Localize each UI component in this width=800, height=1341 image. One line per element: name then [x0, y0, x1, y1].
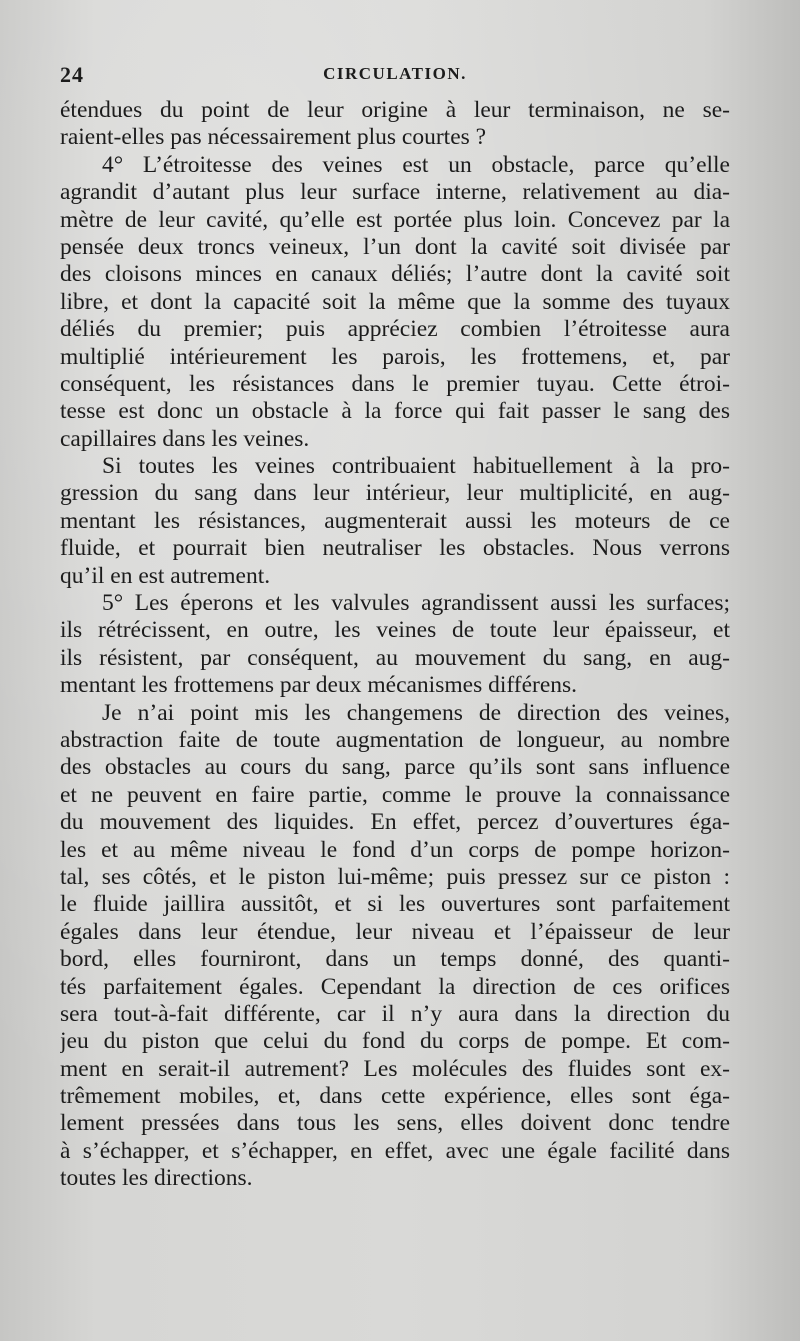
text-line: agrandit d’autant plus leur surface interne, relativement au dia- [60, 179, 730, 206]
text-line: tesse est donc un obstacle à la force qui fait passer le sang des [60, 398, 730, 425]
text-line: à s’échapper, et s’échapper, en effet, avec une égale facilité dans [60, 1137, 730, 1164]
text-line: gression du sang dans leur intérieur, leur multiplicité, en aug- [60, 480, 730, 507]
running-title: CIRCULATION. [323, 64, 467, 83]
text-line: Je n’ai point mis les changemens de direction des veines, [102, 699, 730, 726]
text-line: des cloisons minces en canaux déliés; l’autre dont la cavité soit [60, 261, 730, 288]
text-line: capillaires dans les veines. [60, 425, 310, 452]
text-line: jeu du piston que celui du fond du corps de pompe. Et com- [60, 1028, 730, 1055]
text-line: libre, et dont la capacité soit la même que la somme des tuyaux [60, 288, 730, 315]
text-line: ils résistent, par conséquent, au mouvement du sang, en aug- [60, 644, 730, 671]
page-header [60, 62, 730, 92]
text-line: et ne peuvent en faire partie, comme le prouve la connaissance [60, 781, 730, 808]
text-line: trêmement mobiles, et, dans cette expérience, elles sont éga- [60, 1083, 730, 1110]
text-line: du mouvement des liquides. En effet, percez d’ouvertures éga- [60, 809, 730, 836]
text-line: tés parfaitement égales. Cependant la direction de ces orifices [60, 973, 730, 1000]
text-line: pensée deux troncs veineux, l’un dont la cavité soit divisée par [60, 233, 730, 260]
text-line: ils rétrécissent, en outre, les veines de toute leur épaisseur, et [60, 617, 730, 644]
text-line: fluide, et pourrait bien neutraliser les obstacles. Nous verrons [60, 535, 730, 562]
text-line: toutes les directions. [60, 1165, 253, 1192]
page-number: 24 [60, 62, 84, 87]
text-line: déliés du premier; puis appréciez combien l’étroitesse aura [60, 316, 730, 343]
text-line: ment en serait-il autrement? Les molécules des fluides sont ex- [60, 1055, 730, 1082]
text-line: 5° Les éperons et les valvules agrandissent aussi les surfaces; [102, 590, 730, 617]
text-line: multiplié intérieurement les parois, les frottemens, et, par [60, 343, 730, 370]
text-line: sera tout-à-fait différente, car il n’y aura dans la direction du [60, 1000, 730, 1027]
text-line: égales dans leur étendue, leur niveau et l’épaisseur de leur [60, 918, 730, 945]
text-line: Si toutes les veines contribuaient habituellement à la pro- [102, 453, 730, 480]
text-line: qu’il en est autrement. [60, 562, 271, 589]
text-line: raient-elles pas nécessairement plus courtes ? [60, 124, 487, 151]
text-line: étendues du point de leur origine à leur terminaison, ne se- [60, 97, 730, 123]
text-line: tal, ses côtés, et le piston lui-même; puis pressez sur ce piston : [60, 863, 730, 890]
text-line: abstraction faite de toute augmentation de longueur, au nombre [60, 726, 730, 753]
text-line: mètre de leur cavité, qu’elle est portée plus loin. Concevez par la [60, 206, 730, 233]
text-line: des obstacles au cours du sang, parce qu’ils sont sans influence [60, 754, 730, 781]
text-line: les et au même niveau le fond d’un corps de pompe horizon- [60, 836, 730, 863]
body-text [60, 97, 730, 1193]
text-line: conséquent, les résistances dans le premier tuyau. Cette étroi- [60, 370, 730, 397]
text-line: mentant les résistances, augmenterait aussi les moteurs de ce [60, 507, 730, 534]
text-line: bord, elles fourniront, dans un temps donné, des quanti- [60, 946, 730, 973]
text-line: lement pressées dans tous les sens, elles doivent donc tendre [60, 1110, 730, 1137]
text-line: 4° L’étroitesse des veines est un obstacle, parce qu’elle [102, 151, 730, 178]
text-line: mentant les frottemens par deux mécanismes différens. [60, 672, 578, 699]
text-line: le fluide jaillira aussitôt, et si les ouvertures sont parfaitement [60, 891, 730, 918]
